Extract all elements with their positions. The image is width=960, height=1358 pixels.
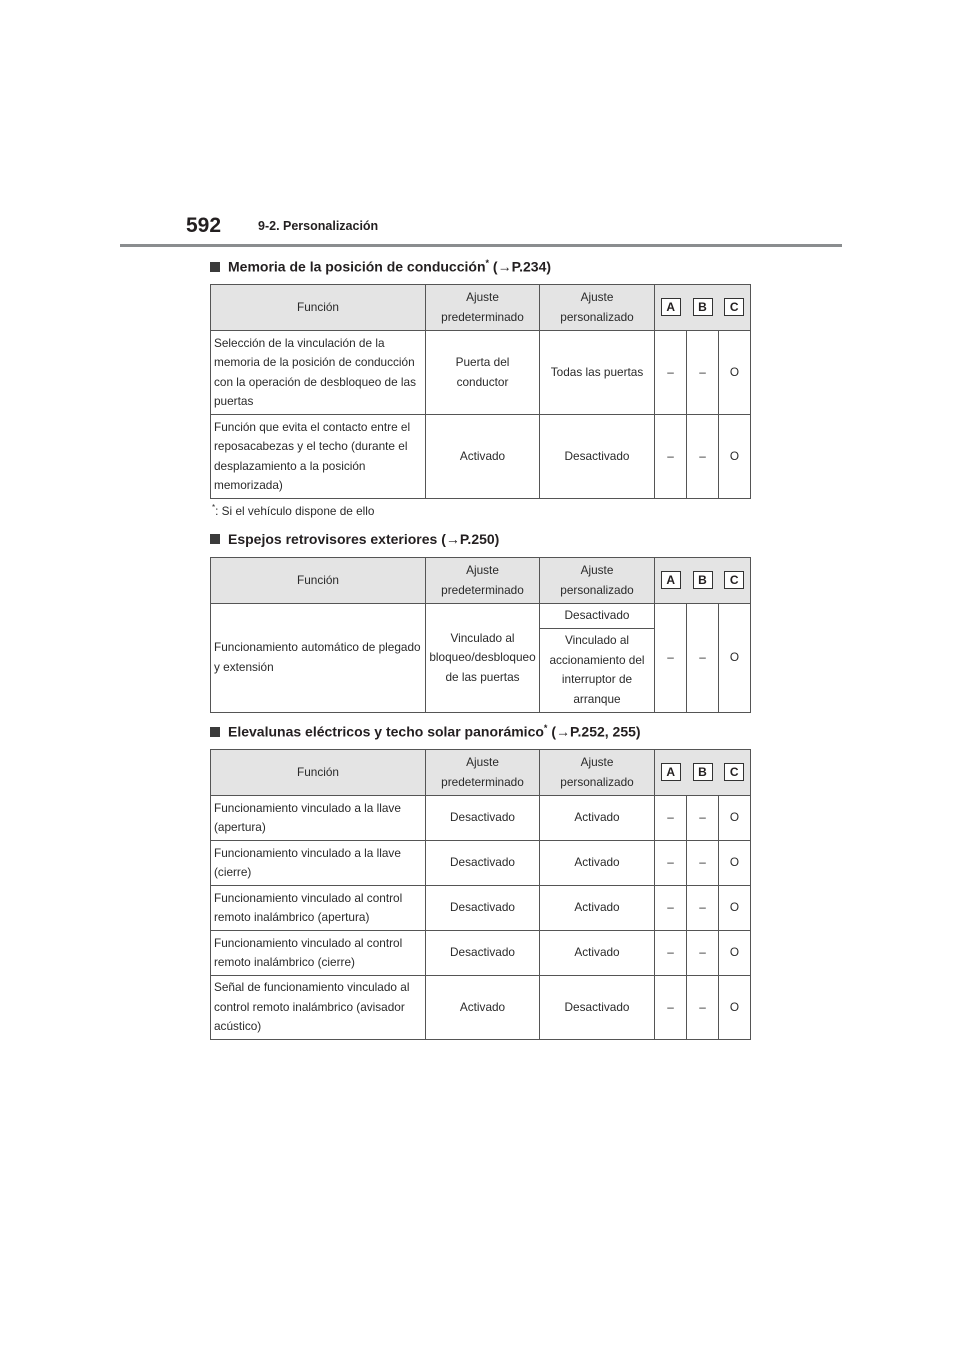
table-row: [211, 415, 751, 499]
cell-custom: Activado: [540, 886, 655, 931]
header-b: B: [693, 571, 713, 589]
section-heading-exterior-mirrors: [210, 531, 499, 547]
cell-c: O: [719, 604, 751, 713]
cell-custom: Activado: [540, 841, 655, 886]
cell-function: Señal de funcionamiento vinculado al control remoto inalámbrico (avisador acústico): [211, 976, 426, 1040]
cell-custom: Activado: [540, 931, 655, 976]
cell-a: –: [655, 886, 687, 931]
section-title: 9-2. Personalización: [258, 219, 379, 233]
cell-custom: Desactivado: [540, 976, 655, 1040]
cell-function: Funcionamiento vinculado a la llave (apertura): [211, 796, 426, 841]
header-c: C: [724, 571, 744, 589]
table-header-row: [211, 285, 751, 331]
cell-c: O: [719, 931, 751, 976]
heading-text: Elevalunas eléctricos y techo solar panorámico: [228, 723, 544, 740]
cell-function: Funcionamiento vinculado a la llave (cierre): [211, 841, 426, 886]
footnote-marker: *: [543, 723, 548, 733]
square-bullet-icon: [210, 727, 220, 737]
cell-b: –: [687, 886, 719, 931]
header-custom: Ajuste personalizado: [540, 750, 655, 796]
header-custom: Ajuste personalizado: [540, 285, 655, 331]
cell-b: –: [687, 976, 719, 1040]
header-default: Ajuste predeterminado: [426, 750, 540, 796]
cell-c: O: [719, 976, 751, 1040]
cell-c: O: [719, 796, 751, 841]
table-row: [211, 886, 751, 931]
header-a: A: [661, 298, 681, 316]
header-b: B: [693, 763, 713, 781]
table-row: [211, 931, 751, 976]
header-c-cell: [719, 285, 751, 331]
header-a: A: [661, 571, 681, 589]
header-c: C: [724, 298, 744, 316]
cell-b: –: [687, 841, 719, 886]
header-a: A: [661, 763, 681, 781]
header-b: B: [693, 298, 713, 316]
header-a-cell: [655, 285, 687, 331]
cell-c: O: [719, 331, 751, 415]
cell-default: Desactivado: [426, 796, 540, 841]
cell-default: Desactivado: [426, 931, 540, 976]
table-row: [211, 604, 751, 629]
cell-c: O: [719, 841, 751, 886]
table-header-row: [211, 558, 751, 604]
cell-a: –: [655, 604, 687, 713]
header-default: Ajuste predeterminado: [426, 558, 540, 604]
square-bullet-icon: [210, 262, 220, 272]
heading-text: Espejos retrovisores exteriores: [228, 531, 438, 547]
header-a-cell: [655, 750, 687, 796]
header-b-cell: [687, 285, 719, 331]
section-heading-driving-position-memory: [210, 258, 551, 275]
cell-custom: Todas las puertas: [540, 331, 655, 415]
footnote-marker: *: [212, 503, 216, 512]
cell-c: O: [719, 415, 751, 499]
cell-a: –: [655, 796, 687, 841]
footnote: [212, 503, 375, 518]
page-number: 592: [186, 214, 222, 237]
heading-text: Memoria de la posición de conducción: [228, 258, 486, 275]
cell-b: –: [687, 796, 719, 841]
table-row: [211, 796, 751, 841]
square-bullet-icon: [210, 534, 220, 544]
header-custom: Ajuste personalizado: [540, 558, 655, 604]
header-default: Ajuste predeterminado: [426, 285, 540, 331]
table-row: [211, 331, 751, 415]
header-function: Función: [211, 750, 426, 796]
cell-custom: Activado: [540, 796, 655, 841]
cell-default: Desactivado: [426, 886, 540, 931]
header-b-cell: [687, 558, 719, 604]
cell-function: Función que evita el contacto entre el reposacabezas y el techo (durante el desplazamiento a la posición memorizada): [211, 415, 426, 499]
page-reference-link[interactable]: (→P.252, 255): [547, 723, 641, 740]
header-c-cell: [719, 750, 751, 796]
cell-default: Activado: [426, 415, 540, 499]
cell-function: Funcionamiento automático de plegado y extensión: [211, 604, 426, 713]
cell-a: –: [655, 415, 687, 499]
cell-a: –: [655, 841, 687, 886]
cell-default: Vinculado al bloqueo/desbloqueo de las puertas: [426, 604, 540, 713]
page-reference-link[interactable]: (→P.250): [437, 531, 500, 547]
footnote-text: : Si el vehículo dispone de ello: [215, 503, 375, 518]
cell-custom: Desactivado: [540, 415, 655, 499]
header-a-cell: [655, 558, 687, 604]
header-c: C: [724, 763, 744, 781]
cell-default: Activado: [426, 976, 540, 1040]
cell-a: –: [655, 931, 687, 976]
cell-c: O: [719, 886, 751, 931]
cell-custom: Desactivado: [540, 604, 655, 629]
cell-default: Desactivado: [426, 841, 540, 886]
settings-table-driving-position-memory: [210, 284, 751, 499]
page-reference-link[interactable]: (→P.234): [489, 258, 552, 275]
cell-function: Funcionamiento vinculado al control remoto inalámbrico (apertura): [211, 886, 426, 931]
header-b-cell: [687, 750, 719, 796]
cell-b: –: [687, 331, 719, 415]
footnote-marker: *: [485, 258, 490, 268]
cell-function: Funcionamiento vinculado al control remoto inalámbrico (cierre): [211, 931, 426, 976]
cell-a: –: [655, 976, 687, 1040]
section-heading-power-windows: [210, 723, 641, 740]
header-divider: [120, 244, 842, 247]
header-function: Función: [211, 558, 426, 604]
table-row: [211, 841, 751, 886]
cell-custom: Vinculado al accionamiento del interruptor de arranque: [540, 628, 655, 712]
table-row: [211, 976, 751, 1040]
cell-default: Puerta del conductor: [426, 331, 540, 415]
cell-b: –: [687, 604, 719, 713]
header-c-cell: [719, 558, 751, 604]
table-header-row: [211, 750, 751, 796]
settings-table-exterior-mirrors: [210, 557, 751, 713]
header-function: Función: [211, 285, 426, 331]
cell-b: –: [687, 415, 719, 499]
settings-table-power-windows: [210, 749, 751, 1040]
cell-function: Selección de la vinculación de la memoria de la posición de conducción con la operación de desbloqueo de las puertas: [211, 331, 426, 415]
cell-a: –: [655, 331, 687, 415]
cell-b: –: [687, 931, 719, 976]
